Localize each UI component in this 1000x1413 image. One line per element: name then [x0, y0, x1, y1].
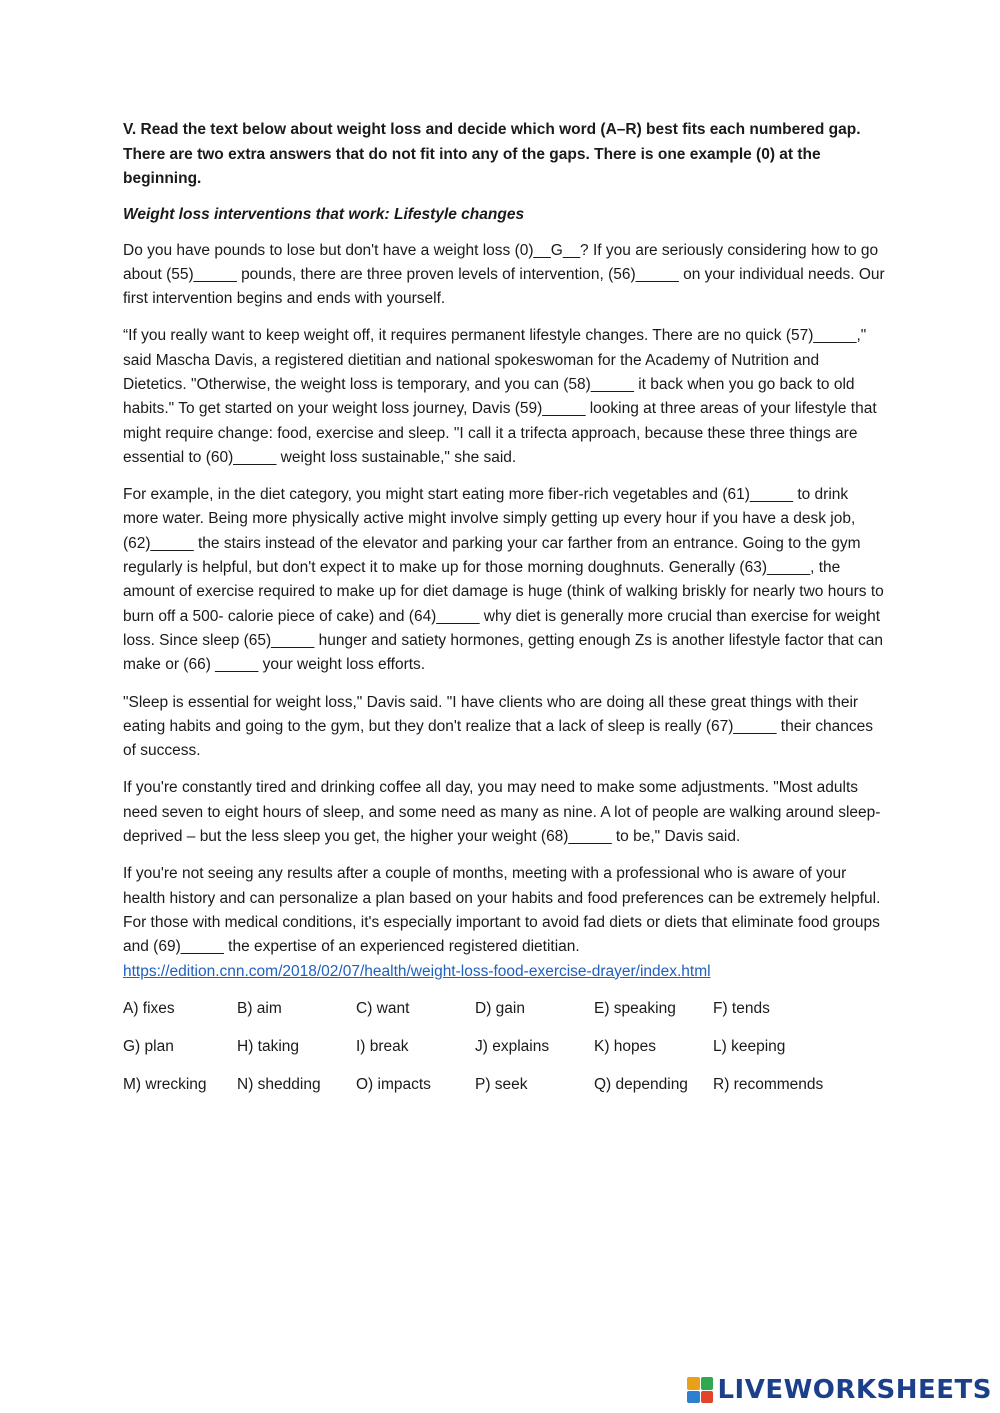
- answer-options: [123, 997, 885, 1097]
- logo-square-3: [687, 1391, 700, 1404]
- option-a: A) fixes: [123, 999, 175, 1017]
- logo-square-2: [701, 1377, 714, 1390]
- article-title: Weight loss interventions that work: Lifestyle changes: [123, 205, 525, 223]
- paragraph-6: [123, 862, 885, 983]
- option-r: R) recommends: [713, 1075, 824, 1093]
- option-n: N) shedding: [237, 1075, 321, 1093]
- logo-square-1: [687, 1377, 700, 1390]
- option-i: I) break: [356, 1037, 409, 1055]
- option-c: C) want: [356, 999, 410, 1017]
- option-q: Q) depending: [594, 1075, 688, 1093]
- option-d: D) gain: [475, 999, 525, 1017]
- option-g: G) plan: [123, 1037, 174, 1055]
- option-l: L) keeping: [713, 1037, 786, 1055]
- brand-name: LIVEWORKSHEETS: [717, 1375, 992, 1405]
- instructions: V. Read the text below about weight loss and decide which word (A–R) best fits each numbered gap. There are two extra answers that do not fit into any of the gaps. There is one example (0) at the beginning.: [123, 121, 861, 187]
- paragraph-6-text: If you're not seeing any results after a couple of months, meeting with a professional who is aware of your health history and can personalize a plan based on your habits and food preferences can be extremely helpful. For those with medical conditions, it's especially important to avoid fad diets or diets that eliminate food groups and (69)_____ the expertise of an experienced registered dietitian.: [123, 865, 881, 956]
- option-o: O) impacts: [356, 1075, 431, 1093]
- option-m: M) wrecking: [123, 1075, 207, 1093]
- logo-square-4: [701, 1391, 714, 1404]
- option-p: P) seek: [475, 1075, 528, 1093]
- option-f: F) tends: [713, 999, 770, 1017]
- paragraph-2: “If you really want to keep weight off, it requires permanent lifestyle changes. There are no quick (57)_____," said Mascha Davis, a registered dietitian and national spokeswoman for the Academy of Nutrition and Dietetics. "Otherwise, the weight loss is temporary, and you can (58)_____ it back when you go back to old habits." To get started on your weight loss journey, Davis (59)_____ looking at three areas of your lifestyle that might require change: food, exercise and sleep. "I call it a trifecta approach, because these three things are essential to (60)_____ weight loss sustainable," she said.: [123, 327, 877, 466]
- paragraph-5: If you're constantly tired and drinking coffee all day, you may need to make some adjustments. "Most adults need seven to eight hours of sleep, and some need as many as nine. A lot of people are walking around sleep-deprived – but the less sleep you get, the higher your weight (68)_____ to be," Davis said.: [123, 779, 881, 846]
- option-e: E) speaking: [594, 999, 676, 1017]
- paragraph-1: Do you have pounds to lose but don't have a weight loss (0)__G__? If you are seriously considering how to go about (55)_____ pounds, there are three proven levels of intervention, (56)_____ on your individual needs. Our first intervention begins and ends with yourself.: [123, 241, 885, 308]
- option-k: K) hopes: [594, 1037, 657, 1055]
- worksheet: [123, 118, 885, 1097]
- liveworksheets-brand: [687, 1375, 992, 1405]
- paragraph-3: For example, in the diet category, you might start eating more fiber-rich vegetables and (61)_____ to drink more water. Being more physically active might involve simply getting up every hour if you have a desk job, (62)_____ the stairs instead of the elevator and parking your car farther from an entrance. Going to the gym regularly is helpful, but don't expect it to make up for those morning doughnuts. Generally (63)_____, the amount of exercise required to make up for diet damage is huge (think of walking briskly for nearly two hours to burn off a 500- calorie piece of cake) and (64)_____ why diet is generally more crucial than exercise for weight loss. Since sleep (65)_____ hunger and satiety hormones, getting enough Zs is another lifestyle factor that can make or (66) _____ your weight loss efforts.: [123, 486, 884, 674]
- paragraph-4: "Sleep is essential for weight loss," Davis said. "I have clients who are doing all these great things with their eating habits and going to the gym, but they don't realize that a lack of sleep is really (67)_____ their chances of success.: [123, 693, 874, 760]
- source-link[interactable]: https://edition.cnn.com/2018/02/07/health/weight-loss-food-exercise-drayer/index.html: [123, 962, 711, 980]
- liveworksheets-logo-icon: [687, 1377, 713, 1403]
- option-h: H) taking: [237, 1037, 300, 1055]
- option-j: J) explains: [475, 1037, 550, 1055]
- option-b: B) aim: [237, 999, 282, 1017]
